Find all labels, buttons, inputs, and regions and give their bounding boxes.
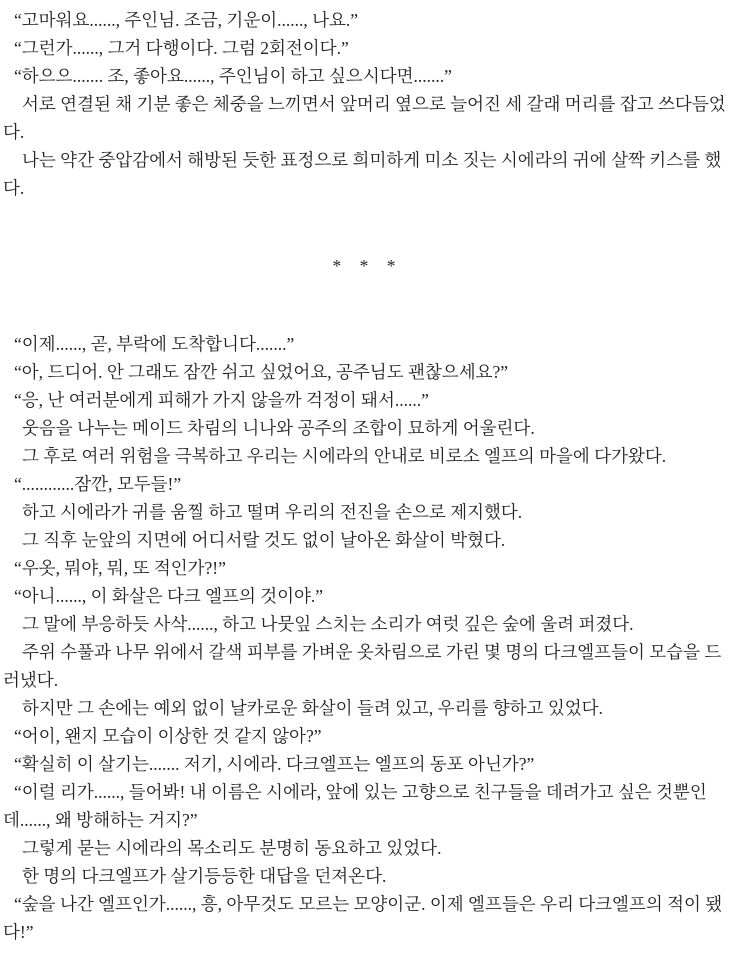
paragraph: 그 직후 눈앞의 지면에 어디서랄 것도 없이 날아온 화살이 박혔다. bbox=[22, 530, 506, 550]
paragraph: “응, 난 여러분에게 피해가 가지 않을까 걱정이 돼서......” bbox=[14, 390, 429, 410]
paragraph: 그 후로 여러 위험을 극복하고 우리는 시에라의 안내로 비로소 엘프의 마을에 다가왔다. bbox=[22, 446, 667, 466]
paragraph: “어이, 왠지 모습이 이상한 것 같지 않아?” bbox=[14, 726, 322, 746]
paragraph: 주위 수풀과 나무 위에서 갈색 피부를 가벼운 옷차림으로 가린 몇 명의 다크엘프들이 모습을 드러냈다. bbox=[3, 642, 722, 690]
paragraph: 하고 시에라가 귀를 움찔 하고 떨며 우리의 전진을 손으로 제지했다. bbox=[22, 502, 523, 522]
paragraph: “아, 드디어. 안 그래도 잠깐 쉬고 싶었어요, 공주님도 괜찮으세요?” bbox=[14, 362, 509, 382]
paragraph: “우옷, 뭐야, 뭐, 또 적인가?!” bbox=[14, 558, 226, 578]
section-separator: * * * bbox=[332, 256, 403, 276]
paragraph: 나는 약간 중압감에서 해방된 듯한 표정으로 희미하게 미소 짓는 시에라의 귀에 살짝 키스를 했다. bbox=[3, 150, 722, 198]
paragraph: “아니......, 이 화살은 다크 엘프의 것이야.” bbox=[14, 586, 324, 606]
paragraph: “............잠깐, 모두들!” bbox=[14, 474, 182, 494]
paragraph: 서로 연결된 채 기분 좋은 체중을 느끼면서 앞머리 옆으로 늘어진 세 갈래 머리를 잡고 쓰다듬었다. bbox=[3, 94, 726, 142]
paragraph: “이제......, 곧, 부락에 도착합니다.......” bbox=[14, 334, 295, 354]
paragraph: 그렇게 묻는 시에라의 목소리도 분명히 동요하고 있었다. bbox=[22, 838, 442, 858]
paragraph: “숲을 나간 엘프인가......, 흥, 아무것도 모르는 모양이군. 이제 엘프들은 우리 다크엘프의 적이 됐다!” bbox=[3, 894, 723, 942]
paragraph: 하지만 그 손에는 예외 없이 날카로운 화살이 들려 있고, 우리를 향하고 있었다. bbox=[22, 698, 603, 718]
paragraph: “고마워요......, 주인님. 조금, 기운이......, 나요.” bbox=[14, 10, 359, 30]
text-content bbox=[3, 6, 732, 946]
paragraph: “이럴 리가......, 들어봐! 내 이름은 시에라, 앞에 있는 고향으로 친구들을 데려가고 싶은 것뿐인데......, 왜 방해하는 거지?” bbox=[3, 782, 707, 830]
paragraph: 한 명의 다크엘프가 살기등등한 대답을 던져온다. bbox=[22, 866, 387, 886]
paragraph: “그런가......, 그거 다행이다. 그럼 2회전이다.” bbox=[14, 38, 349, 58]
paragraph: 그 말에 부응하듯 사삭......, 하고 나뭇잎 스치는 소리가 여럿 깊은 숲에 울려 퍼졌다. bbox=[22, 614, 634, 634]
paragraph: “확실히 이 살기는....... 저기, 시에라. 다크엘프는 엘프의 동포 아닌가?” bbox=[14, 754, 535, 774]
paragraph: “하으으....... 조, 좋아요......, 주인님이 하고 싶으시다면.......” bbox=[14, 66, 452, 86]
paragraph: 웃음을 나누는 메이드 차림의 니나와 공주의 조합이 묘하게 어울린다. bbox=[22, 418, 535, 438]
